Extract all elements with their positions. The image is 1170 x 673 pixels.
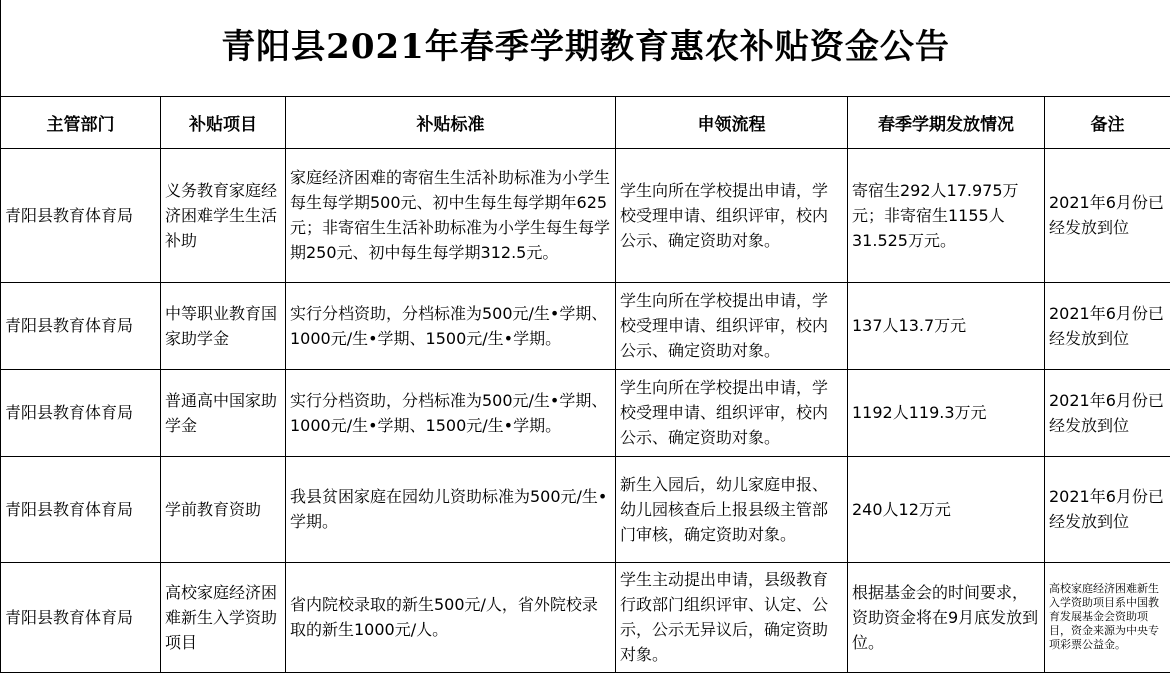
standard-cell: 我县贫困家庭在园幼儿资助标准为500元/生•学期。 (286, 456, 616, 562)
project-cell: 高校家庭经济困难新生入学资助项目 (161, 562, 286, 672)
note-cell: 高校家庭经济困难新生入学资助项目系中国教育发展基金会资助项目，资金来源为中央专项彩票公益金。 (1045, 562, 1170, 672)
note-cell: 2021年6月份已经发放到位 (1045, 369, 1170, 456)
status-cell: 137人13.7万元 (848, 282, 1045, 369)
header-dept: 主管部门 (1, 96, 161, 148)
table-row (1, 148, 1170, 282)
note-cell: 2021年6月份已经发放到位 (1045, 282, 1170, 369)
status-cell: 240人12万元 (848, 456, 1045, 562)
project-cell: 普通高中国家助学金 (161, 369, 286, 456)
table-row (1, 369, 1170, 456)
table-row (1, 562, 1170, 672)
process-cell: 学生主动提出申请，县级教育行政部门组织评审、认定、公示，公示无异议后，确定资助对象。 (616, 562, 848, 672)
standard-cell: 实行分档资助，分档标准为500元/生•学期、1000元/生•学期、1500元/生•学期。 (286, 369, 616, 456)
header-status: 春季学期发放情况 (848, 96, 1045, 148)
dept-cell: 青阳县教育体育局 (1, 282, 161, 369)
table-row (1, 282, 1170, 369)
process-cell: 学生向所在学校提出申请，学校受理申请、组织评审，校内公示、确定资助对象。 (616, 148, 848, 282)
dept-cell: 青阳县教育体育局 (1, 456, 161, 562)
page-title: 青阳县2021年春季学期教育惠农补贴资金公告 (1, 0, 1170, 96)
header-process: 申领流程 (616, 96, 848, 148)
dept-cell: 青阳县教育体育局 (1, 369, 161, 456)
header-standard: 补贴标准 (286, 96, 616, 148)
process-cell: 新生入园后，幼儿家庭申报、幼儿园核查后上报县级主管部门审核，确定资助对象。 (616, 456, 848, 562)
process-cell: 学生向所在学校提出申请，学校受理申请、组织评审，校内公示、确定资助对象。 (616, 369, 848, 456)
project-cell: 中等职业教育国家助学金 (161, 282, 286, 369)
process-cell: 学生向所在学校提出申请，学校受理申请、组织评审，校内公示、确定资助对象。 (616, 282, 848, 369)
standard-cell: 省内院校录取的新生500元/人，省外院校录取的新生1000元/人。 (286, 562, 616, 672)
header-note: 备注 (1045, 96, 1170, 148)
status-cell: 1192人119.3万元 (848, 369, 1045, 456)
standard-cell: 家庭经济困难的寄宿生生活补助标准为小学生每生每学期500元、初中生每生每学期年625元；非寄宿生生活补助标准为小学生每生每学期250元、初中每生每学期312.5元。 (286, 148, 616, 282)
project-cell: 义务教育家庭经济困难学生生活补助 (161, 148, 286, 282)
note-cell: 2021年6月份已经发放到位 (1045, 456, 1170, 562)
status-cell: 根据基金会的时间要求，资助资金将在9月底发放到位。 (848, 562, 1045, 672)
project-cell: 学前教育资助 (161, 456, 286, 562)
status-cell: 寄宿生292人17.975万元；非寄宿生1155人31.525万元。 (848, 148, 1045, 282)
note-cell: 2021年6月份已经发放到位 (1045, 148, 1170, 282)
dept-cell: 青阳县教育体育局 (1, 562, 161, 672)
dept-cell: 青阳县教育体育局 (1, 148, 161, 282)
standard-cell: 实行分档资助，分档标准为500元/生•学期、1000元/生•学期、1500元/生•学期。 (286, 282, 616, 369)
header-project: 补贴项目 (161, 96, 286, 148)
title-row (1, 0, 1170, 96)
table-row (1, 456, 1170, 562)
header-row (1, 96, 1170, 148)
